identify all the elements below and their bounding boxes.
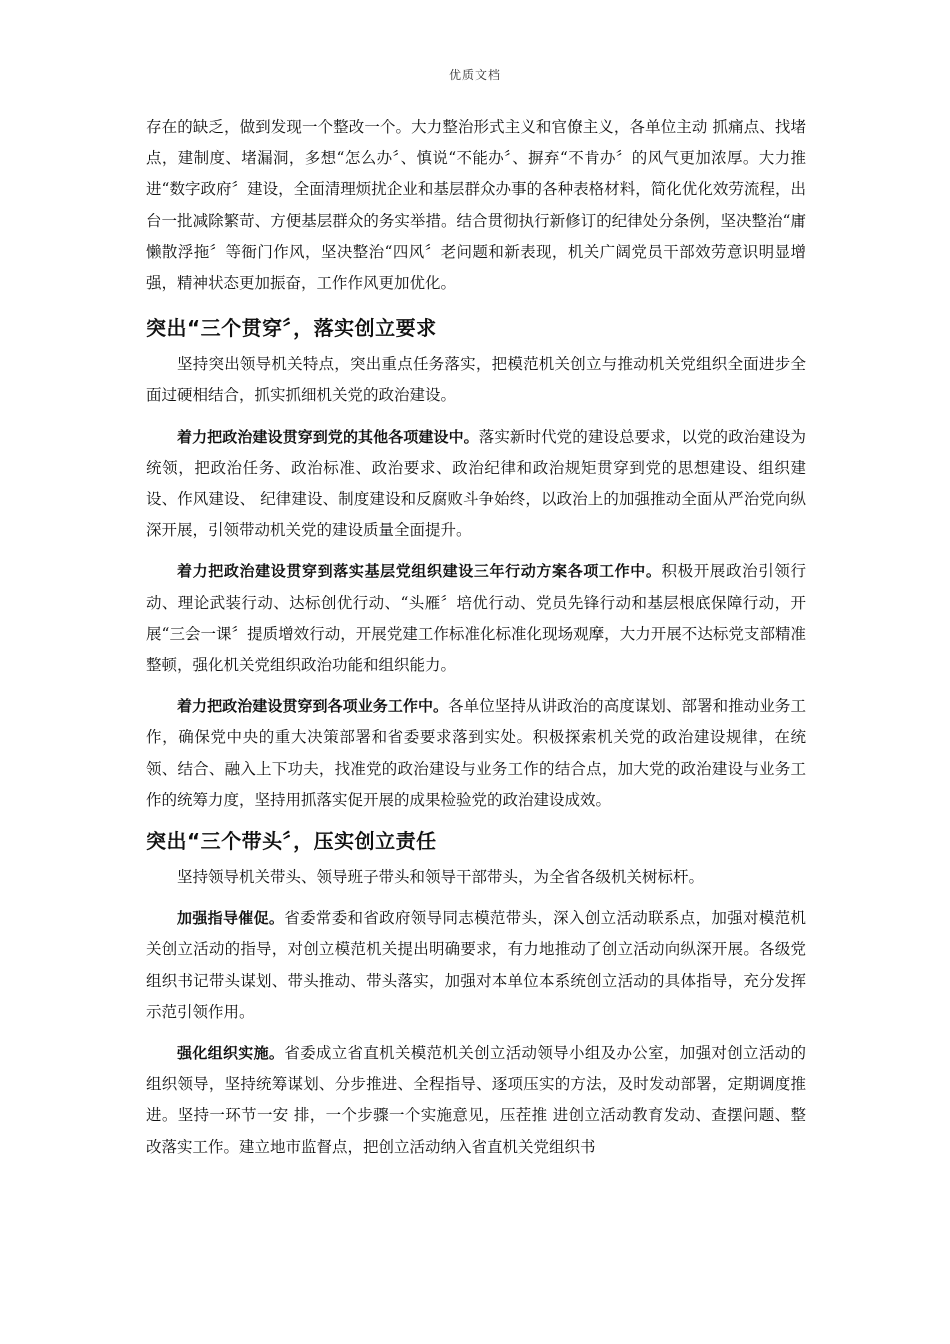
item-2-text: 省委成立省直机关模范机关创立活动领导小组及办公室，加强对创立活动的组织领导，坚持统筹谋划、分步推进、全程指导、逐项压实的方法，及时发动部署，定期调度推进。坚持一环节一安 排，一个步骤一个实施意见，压茬推 进创立活动教育发动、查摆问题、整改落实工作。建立地市监督点，把创立活动纳入省直机关党组织书 (146, 1044, 806, 1156)
paragraph-continuation: 存在的缺乏，做到发现一个整改一个。大力整治形式主义和官僚主义，各单位主动 抓痛点、找堵点，建制度、堵漏洞，多想“怎么办〞、慎说“不能办〞、摒弃“不肯办〞的风气更加浓厚。大力推进“数字政府〞建设，全面清理烦扰企业和基层群众办事的各种表格材料，简化优化效劳流程，出台一批减除繁苛、方便基层群众的务实举措。结合贯彻执行新修订的纪律处分条例，坚决整治“庸懒散浮拖〞等衙门作风，坚决整治“四风〞老问题和新表现，机关广阔党员干部效劳意识明显增强，精神状态更加振奋，工作作风更加优化。 (146, 118, 806, 293)
item-2-text: 积极开展政治引领行动、理论武装行动、达标创优行动、“头雁〞培优行动、党员先锋行动和基层根底保障行动，开展“三会一课〞提质增效行动，开展党建工作标准化标准化现场观摩，大力开展不达标党支部精准整顿，强化机关党组织政治功能和组织能力。 (146, 562, 806, 675)
section-1-item-1 (146, 422, 806, 547)
section-2-item-1 (146, 903, 806, 1028)
item-1-text: 落实新时代党的建设总要求，以党的政治建设为统领，把政治任务、政治标准、政治要求、政治纪律和政治规矩贯穿到党的思想建设、组织建设、作风建设、 纪律建设、制度建设和反腐败斗争始终，以政治上的加强推动全面从严治党向纵深开展，引领带动机关党的建设质量全面提升。 (146, 427, 806, 540)
section-2-intro: 坚持领导机关带头、领导班子带头和领导干部带头，为全省各级机关树标杆。 (177, 868, 705, 887)
document-body (146, 112, 806, 1163)
item-1-lead: 加强指导催促。 (177, 909, 285, 928)
section-1-intro: 坚持突出领导机关特点，突出重点任务落实，把模范机关创立与推动机关党组织全面进步全面过硬相结合，抓实抓细机关党的政治建设。 (146, 355, 806, 405)
item-2-lead: 强化组织实施。 (177, 1044, 285, 1063)
item-1-lead: 着力把政治建设贯穿到党的其他各项建设中。 (177, 427, 479, 446)
item-1-text: 省委常委和省政府领导同志模范带头，深入创立活动联系点，加强对模范机关创立活动的指导，对创立模范机关提出明确要求，有力地推动了创立活动向纵深开展。各级党组织书记带头谋划、带头推动、带头落实，加强对本单位本系统创立活动的具体指导，充分发挥示范引领作用。 (146, 909, 806, 1021)
section-1-item-2 (146, 556, 806, 681)
section-heading-1: 突出“三个贯穿〞，落实创立要求 (146, 316, 437, 341)
section-1-item-3 (146, 691, 806, 816)
item-2-lead: 着力把政治建设贯穿到落实基层党组织建设三年行动方案各项工作中。 (177, 562, 662, 581)
item-3-text: 各单位坚持从讲政治的高度谋划、部署和推动业务工作，确保党中央的重大决策部署和省委要求落到实处。积极探索机关党的政治建设规律，在统领、结合、融入上下功夫，找准党的政治建设与业务工作的结合点，加大党的政治建设与业务工作的统筹力度，坚持用抓落实促开展的成果检验党的政治建设成效。 (146, 697, 806, 809)
section-heading-2: 突出“三个带头〞，压实创立责任 (146, 829, 437, 854)
item-3-lead: 着力把政治建设贯穿到各项业务工作中。 (177, 697, 449, 716)
section-2-item-2 (146, 1038, 806, 1163)
page-header: 优质文档 (448, 68, 501, 82)
